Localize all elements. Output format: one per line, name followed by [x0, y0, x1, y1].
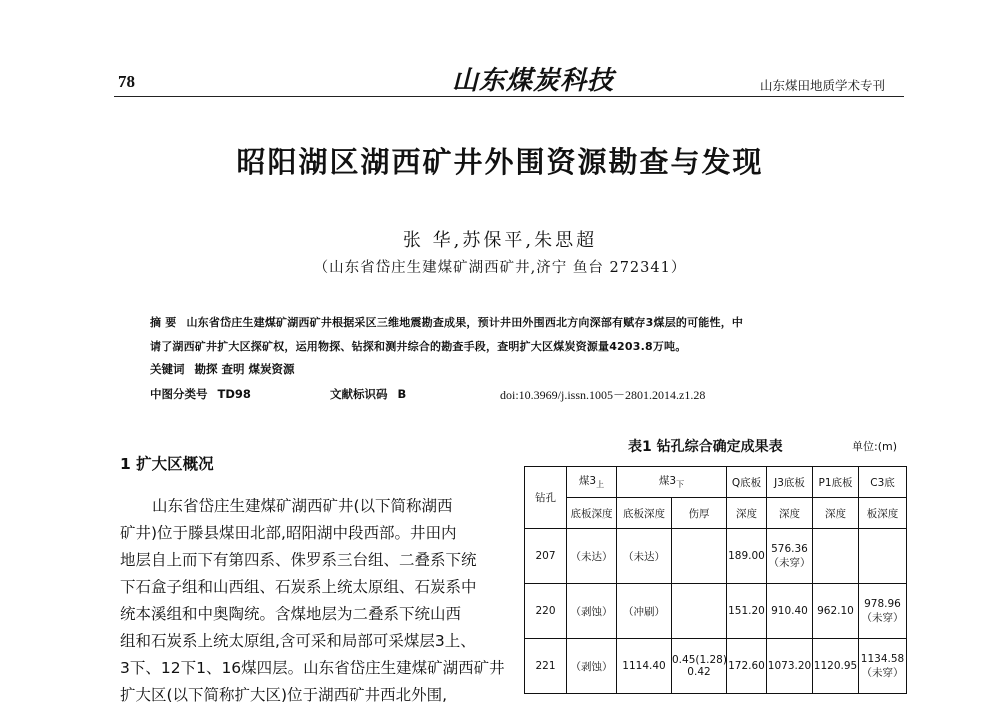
journal-issue: 山东煤田地质学术专刊 [760, 78, 886, 93]
table-row [525, 529, 907, 584]
cell-c3u: （未达） [567, 529, 617, 584]
keywords-text: 勘探 查明 煤炭资源 [194, 362, 295, 376]
cell-q: 189.00 [727, 529, 767, 584]
clc-line [150, 386, 251, 402]
cell-c3: 1134.58 （未穿） [859, 639, 907, 694]
table-row [525, 639, 907, 694]
article-authors: 张 华,苏保平,朱思超 [402, 230, 598, 251]
body-line: 矿井)位于滕县煤田北部,昭阳湖中段西部。井田内 [120, 524, 457, 542]
cell-c3l-thick [672, 584, 727, 639]
header-thickness: 伤厚 [672, 498, 727, 529]
header-rule [114, 96, 904, 97]
cell-p1: 962.10 [813, 584, 859, 639]
abstract-text-1: 山东省岱庄生建煤矿湖西矿井根据采区三维地震勘查成果，预计井田外围西北方向深部有赋存3煤层的可能性，中 [186, 316, 744, 329]
cell-q: 172.60 [727, 639, 767, 694]
header-coal3-lower: 煤$3_下$ [617, 467, 727, 498]
cell-c3l-thick [672, 529, 727, 584]
header-c3-floor: C3底 [859, 467, 907, 498]
header-depth-p: 深度 [813, 498, 859, 529]
table-caption: 表1 钻孔综合确定成果表 [628, 439, 783, 455]
cell-c3u: （剥蚀） [567, 584, 617, 639]
abstract-label: 摘 要 [150, 316, 177, 329]
cell-j3: 1073.20 [767, 639, 813, 694]
cell-c3l-depth: （未达） [617, 529, 672, 584]
header-p-floor: P1底板 [813, 467, 859, 498]
clc-label: 中图分类号 [150, 387, 208, 401]
cell-c3 [859, 529, 907, 584]
cell-p1 [813, 529, 859, 584]
body-line: 组和石炭系上统太原组,含可采和局部可采煤层3上、 [120, 632, 476, 650]
body-line: 地层自上而下有第四系、侏罗系三台组、二叠系下统 [120, 551, 477, 569]
results-table [524, 466, 907, 694]
doi: doi:10.3969/j.issn.1005－2801.2014.z1.28 [500, 388, 706, 402]
cell-c3l-thick: 0.45(1.28) 0.42 [672, 639, 727, 694]
table-unit: 单位:(m) [852, 440, 898, 453]
doc-code-line [330, 386, 406, 402]
cell-j3: 576.36 （未穿） [767, 529, 813, 584]
cell-hole: 207 [525, 529, 567, 584]
page-number: 78 [118, 72, 135, 91]
header-coal3-upper: 煤$3_上$ [567, 467, 617, 498]
cell-j3: 910.40 [767, 584, 813, 639]
header-hole: 钻孔 [525, 467, 567, 529]
header-j3-floor: J3底板 [767, 467, 813, 498]
header-depth-q: 深度 [727, 498, 767, 529]
doc-code-label: 文献标识码 [330, 387, 388, 401]
cell-c3: 978.96 （未穿） [859, 584, 907, 639]
body-line: 扩大区(以下简称扩大区)位于湖西矿井西北外围, [120, 686, 448, 704]
header-floor-depth-b: 底板深度 [617, 498, 672, 529]
table-subheader-row [525, 498, 907, 529]
header-depth-j: 深度 [767, 498, 813, 529]
cell-p1: 1120.95 [813, 639, 859, 694]
keywords-label: 关键词 [150, 362, 185, 376]
header-floor-depth-a: 底板深度 [567, 498, 617, 529]
header-q-floor: Q底板 [727, 467, 767, 498]
cell-q: 151.20 [727, 584, 767, 639]
abstract-text-2: 请了湖西矿井扩大区探矿权，运用物探、钻探和测井综合的勘查手段，查明扩大区煤炭资源量4203.8万吨。 [150, 340, 687, 353]
article-affiliation: （山东省岱庄生建煤矿湖西矿井,济宁 鱼台 272341） [313, 260, 687, 276]
journal-logo: 山东煤炭科技 [452, 66, 615, 96]
body-line: 3下、12下1、16煤四层。山东省岱庄生建煤矿湖西矿井 [120, 659, 505, 677]
cell-c3l-depth: （冲刷） [617, 584, 672, 639]
article-title: 昭阳湖区湖西矿井外围资源勘查与发现 [236, 145, 764, 179]
cell-hole: 221 [525, 639, 567, 694]
doc-code-value: B [397, 387, 407, 401]
cell-c3u: （剥蚀） [567, 639, 617, 694]
section-heading: 1 扩大区概况 [120, 455, 214, 473]
table-row [525, 584, 907, 639]
table-header-row [525, 467, 907, 498]
abstract-line-1 [150, 314, 743, 330]
body-line: 下石盒子组和山西组、石炭系上统太原组、石炭系中 [120, 578, 477, 596]
header-depth-c: 板深度 [859, 498, 907, 529]
clc-value: TD98 [217, 387, 251, 401]
cell-c3l-depth: 1114.40 [617, 639, 672, 694]
cell-hole: 220 [525, 584, 567, 639]
body-line: 山东省岱庄生建煤矿湖西矿井(以下简称湖西 [152, 497, 453, 515]
keywords-line [150, 361, 295, 377]
body-line: 统本溪组和中奥陶统。含煤地层为二叠系下统山西 [120, 605, 462, 623]
